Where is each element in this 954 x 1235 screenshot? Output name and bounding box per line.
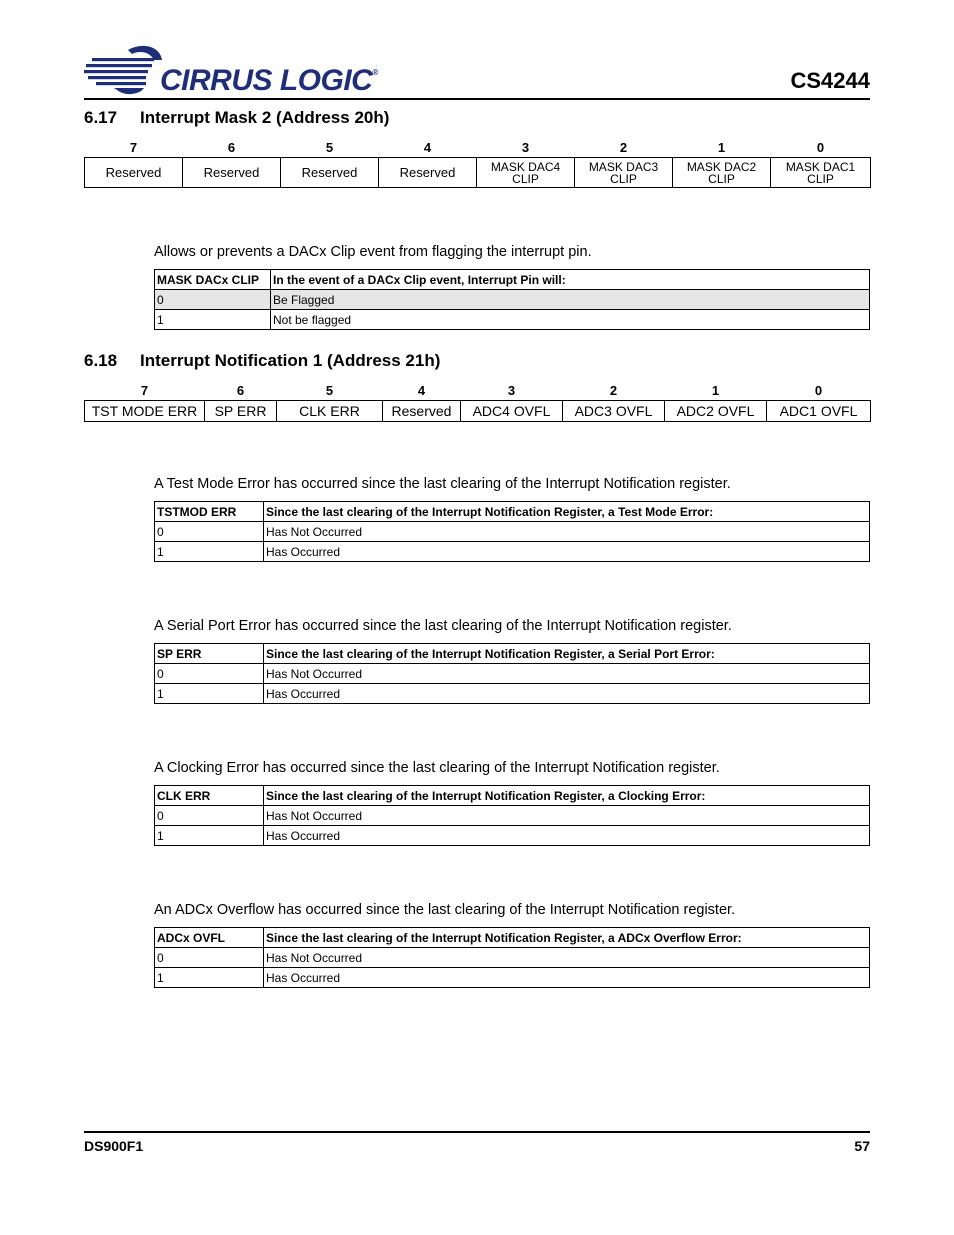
bit-name-cell: Reserved	[383, 401, 461, 422]
bit-value-table	[154, 269, 870, 330]
bit-number: 0	[816, 139, 825, 155]
table-cell: Be Flagged	[271, 290, 870, 310]
bit-name-cell: MASK DAC4 CLIP	[477, 158, 575, 188]
bit-number: 0	[814, 382, 823, 398]
table-header-row	[155, 786, 870, 806]
bit-number: 6	[236, 382, 245, 398]
logo-wordmark: CIRRUS LOGIC®	[160, 64, 378, 97]
table-cell: 1	[155, 684, 264, 704]
section-heading: 6.17 Interrupt Mask 2 (Address 20h)	[84, 108, 390, 127]
bit-name-cell: Reserved	[183, 158, 281, 188]
table-cell: 0	[155, 948, 264, 968]
bit-number: 7	[140, 382, 149, 398]
table-cell: In the event of a DACx Clip event, Interrupt Pin will:	[271, 270, 870, 290]
table-cell: CLK ERR	[155, 786, 264, 806]
table-cell: Since the last clearing of the Interrupt Notification Register, a Serial Port Error:	[264, 644, 870, 664]
table-row	[155, 826, 870, 846]
bit-number: 4	[417, 382, 426, 398]
bit-number: 2	[619, 139, 628, 155]
bit-number: 3	[521, 139, 530, 155]
bit-name-cell: SP ERR	[205, 401, 277, 422]
table-cell: Has Not Occurred	[264, 522, 870, 542]
table-cell: Since the last clearing of the Interrupt Notification Register, a ADCx Overflow Error:	[264, 928, 870, 948]
bit-name-cell: Reserved	[85, 158, 183, 188]
bit-name-cell: ADC2 OVFL	[665, 401, 767, 422]
table-row	[155, 290, 870, 310]
register-map-table	[84, 137, 871, 188]
table-cell: Has Occurred	[264, 684, 870, 704]
field-description: A Serial Port Error has occurred since the last clearing of the Interrupt Notification register.	[154, 618, 732, 634]
bit-number: 6	[227, 139, 236, 155]
table-cell: Not be flagged	[271, 310, 870, 330]
bit-name-cell: ADC1 OVFL	[767, 401, 871, 422]
table-cell: 0	[155, 806, 264, 826]
table-row	[155, 310, 870, 330]
bit-name-row	[85, 401, 871, 422]
field-description: A Clocking Error has occurred since the last clearing of the Interrupt Notification register.	[154, 760, 720, 776]
bit-number: 1	[717, 139, 726, 155]
bit-number: 5	[325, 382, 334, 398]
footer-divider	[84, 1131, 870, 1133]
bit-name-cell: Reserved	[379, 158, 477, 188]
table-cell: MASK DACx CLIP	[155, 270, 271, 290]
table-row	[155, 542, 870, 562]
table-row	[155, 968, 870, 988]
table-header-row	[155, 270, 870, 290]
table-header-row	[155, 644, 870, 664]
field-description: Allows or prevents a DACx Clip event from flagging the interrupt pin.	[154, 244, 592, 260]
field-description: A Test Mode Error has occurred since the last clearing of the Interrupt Notification register.	[154, 476, 731, 492]
table-cell: 0	[155, 522, 264, 542]
table-row	[155, 948, 870, 968]
bit-value-table	[154, 501, 870, 562]
bit-name-cell: TST MODE ERR	[85, 401, 205, 422]
table-row	[155, 684, 870, 704]
section-heading: 6.18 Interrupt Notification 1 (Address 21h)	[84, 351, 441, 370]
table-cell: Has Not Occurred	[264, 948, 870, 968]
bit-name-cell: MASK DAC2 CLIP	[673, 158, 771, 188]
bit-number: 2	[609, 382, 618, 398]
table-cell: Since the last clearing of the Interrupt Notification Register, a Clocking Error:	[264, 786, 870, 806]
bit-number: 5	[325, 139, 334, 155]
table-cell: TSTMOD ERR	[155, 502, 264, 522]
table-header-row	[155, 928, 870, 948]
bit-number: 1	[711, 382, 720, 398]
bit-number-row	[85, 380, 871, 401]
table-header-row	[155, 502, 870, 522]
bit-value-table	[154, 785, 870, 846]
table-cell: SP ERR	[155, 644, 264, 664]
part-number: CS4244	[790, 68, 870, 93]
bit-value-table	[154, 927, 870, 988]
table-cell: 0	[155, 664, 264, 684]
bit-name-cell: CLK ERR	[277, 401, 383, 422]
table-cell: ADCx OVFL	[155, 928, 264, 948]
table-row	[155, 806, 870, 826]
page-number: 57	[854, 1138, 870, 1154]
document-id: DS900F1	[84, 1138, 144, 1154]
table-cell: 1	[155, 968, 264, 988]
table-cell: 0	[155, 290, 271, 310]
bit-name-cell: MASK DAC3 CLIP	[575, 158, 673, 188]
table-row	[155, 664, 870, 684]
table-cell: 1	[155, 542, 264, 562]
bit-number: 4	[423, 139, 432, 155]
register-map-table	[84, 380, 871, 422]
bit-number: 7	[129, 139, 138, 155]
table-cell: Since the last clearing of the Interrupt Notification Register, a Test Mode Error:	[264, 502, 870, 522]
table-row	[155, 522, 870, 542]
field-description: An ADCx Overflow has occurred since the last clearing of the Interrupt Notification register.	[154, 902, 736, 918]
table-cell: 1	[155, 310, 271, 330]
table-cell: Has Occurred	[264, 826, 870, 846]
bit-name-cell: MASK DAC1 CLIP	[771, 158, 871, 188]
bit-number: 3	[507, 382, 516, 398]
table-cell: Has Not Occurred	[264, 806, 870, 826]
table-cell: 1	[155, 826, 264, 846]
bit-name-cell: Reserved	[281, 158, 379, 188]
bit-name-row	[85, 158, 871, 188]
table-cell: Has Occurred	[264, 542, 870, 562]
table-cell: Has Not Occurred	[264, 664, 870, 684]
bit-name-cell: ADC3 OVFL	[563, 401, 665, 422]
bit-name-cell: ADC4 OVFL	[461, 401, 563, 422]
header-divider	[84, 98, 870, 100]
bit-value-table	[154, 643, 870, 704]
bit-number-row	[85, 137, 871, 158]
table-cell: Has Occurred	[264, 968, 870, 988]
